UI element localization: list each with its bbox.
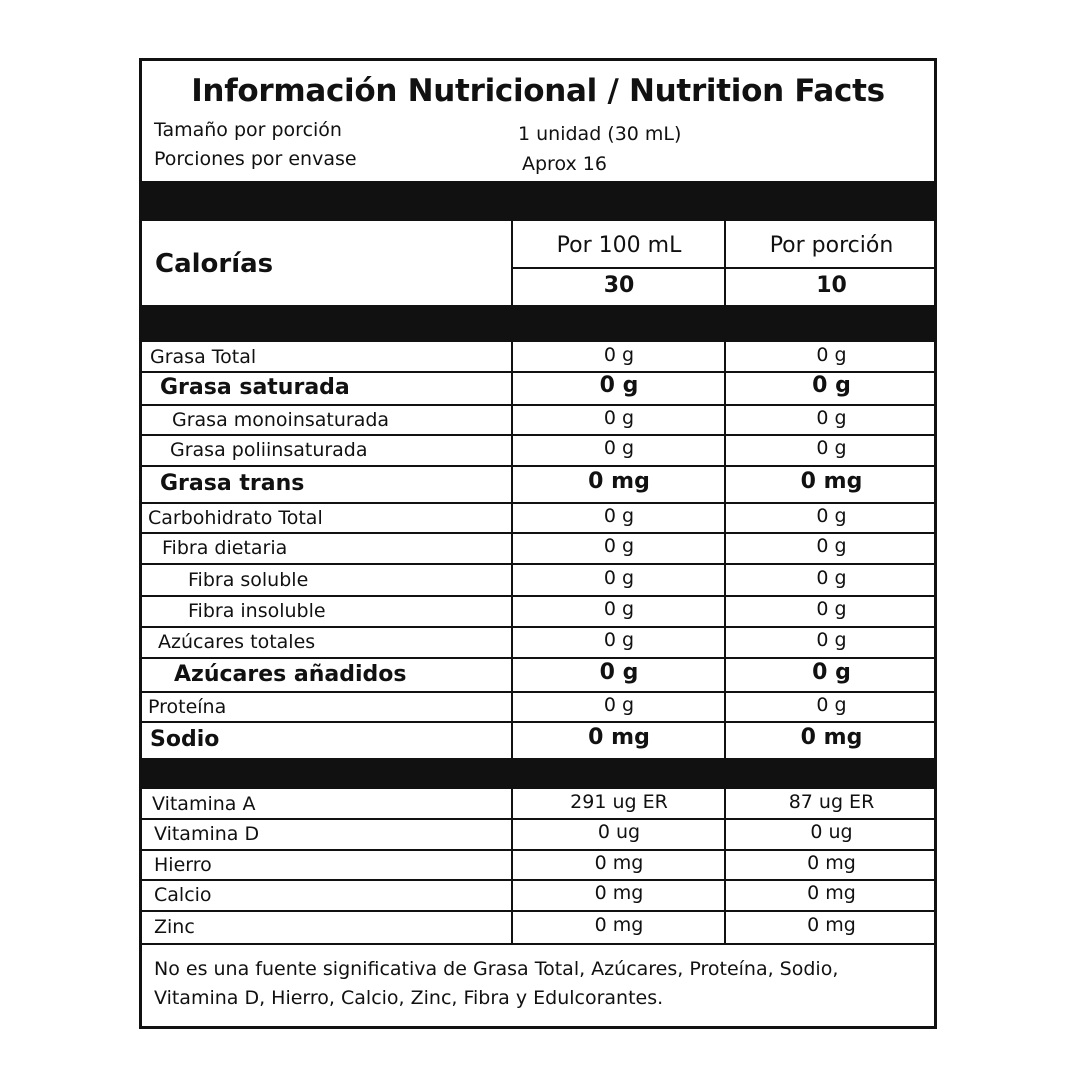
row-label: Grasa monoinsaturada — [172, 409, 390, 431]
row-value-per100: 0 mg — [588, 469, 650, 494]
row-divider — [142, 434, 934, 436]
calories-perserving: 10 — [816, 273, 847, 298]
row-value-perserving: 0 g — [816, 505, 847, 527]
row-value-per100: 0 g — [603, 567, 635, 589]
row-value-per100: 0 g — [603, 407, 635, 429]
row-label: Azúcares totales — [158, 631, 316, 653]
row-value-perserving: 0 g — [812, 373, 851, 398]
row-value-per100: 0 g — [603, 598, 635, 620]
footnote-divider — [142, 943, 934, 945]
servings-label: Porciones por envase — [154, 148, 357, 170]
footnote: No es una fuente significativa de Grasa Total, Azúcares, Proteína, Sodio, Vitamina D, Hierro, Calcio, Zinc, Fibra y Edulcorantes. — [154, 958, 839, 1009]
row-value-perserving: 0 mg — [800, 725, 863, 750]
row-value-per100: 0 ug — [597, 821, 641, 843]
row-divider — [142, 532, 934, 534]
servings-value: Aprox 16 — [522, 153, 607, 175]
row-divider — [142, 502, 934, 504]
row-label: Hierro — [154, 854, 212, 876]
row-value-perserving: 0 mg — [800, 469, 863, 494]
calories-divider — [512, 267, 934, 269]
calories-label: Calorías — [155, 249, 274, 279]
row-divider — [142, 879, 934, 881]
calories-per100: 30 — [603, 273, 635, 298]
row-divider — [142, 910, 934, 912]
row-value-per100: 0 g — [603, 694, 635, 716]
nutrition-facts-label — [139, 58, 937, 1029]
row-value-per100: 0 g — [603, 535, 635, 557]
row-label: Fibra insoluble — [188, 600, 326, 622]
row-value-perserving: 0 ug — [810, 821, 853, 843]
serving-size-value: 1 unidad (30 mL) — [518, 123, 682, 145]
row-divider — [142, 721, 934, 723]
row-value-per100: 0 mg — [594, 882, 644, 904]
row-value-perserving: 0 g — [816, 598, 847, 620]
row-label: Vitamina D — [154, 823, 260, 845]
row-divider — [142, 657, 934, 659]
row-label: Carbohidrato Total — [148, 507, 323, 529]
row-value-perserving: 0 g — [816, 694, 847, 716]
row-value-perserving: 0 g — [816, 437, 847, 459]
row-divider — [142, 691, 934, 693]
row-divider — [142, 563, 934, 565]
column-divider — [511, 342, 513, 758]
row-value-perserving: 0 g — [812, 660, 851, 685]
row-value-per100: 0 g — [603, 629, 635, 651]
row-value-per100: 0 mg — [594, 852, 644, 874]
row-divider — [142, 849, 934, 851]
serving-size-label: Tamaño por porción — [154, 119, 342, 141]
row-value-perserving: 0 g — [816, 567, 847, 589]
row-value-per100: 0 g — [603, 505, 635, 527]
row-value-perserving: 0 mg — [807, 882, 856, 904]
row-label: Calcio — [154, 884, 212, 906]
row-divider — [142, 465, 934, 467]
row-value-perserving: 0 g — [816, 629, 847, 651]
row-value-perserving: 0 mg — [807, 852, 856, 874]
column-divider — [724, 219, 726, 305]
row-label: Sodio — [150, 727, 220, 752]
separator-bar — [142, 758, 934, 789]
row-label: Grasa saturada — [160, 375, 350, 400]
row-divider — [142, 818, 934, 820]
row-value-per100: 291 ug ER — [570, 791, 668, 813]
row-divider — [142, 626, 934, 628]
row-label: Vitamina A — [152, 793, 256, 815]
column-divider — [511, 789, 513, 944]
row-value-per100: 0 mg — [594, 914, 644, 936]
row-label: Grasa trans — [160, 471, 305, 496]
row-label: Grasa Total — [150, 346, 257, 368]
row-value-per100: 0 g — [603, 344, 635, 366]
row-divider — [142, 404, 934, 406]
separator-bar — [142, 181, 934, 221]
row-label: Azúcares añadidos — [174, 662, 407, 687]
column-divider — [724, 789, 726, 944]
row-value-per100: 0 mg — [588, 725, 650, 750]
row-divider — [142, 595, 934, 597]
column-header-per100: Por 100 mL — [556, 233, 682, 258]
row-label: Fibra dietaria — [162, 537, 288, 559]
row-label: Grasa poliinsaturada — [170, 439, 368, 461]
row-value-perserving: 87 ug ER — [788, 791, 875, 813]
column-header-perserving: Por porción — [769, 233, 894, 258]
row-value-per100: 0 g — [599, 373, 639, 398]
row-value-per100: 0 g — [599, 660, 639, 685]
row-label: Fibra soluble — [188, 569, 309, 591]
row-value-perserving: 0 g — [816, 535, 847, 557]
row-label: Zinc — [154, 916, 195, 938]
column-divider — [511, 219, 513, 305]
label-title: Información Nutricional / Nutrition Facts — [191, 73, 885, 109]
row-value-perserving: 0 g — [816, 344, 847, 366]
row-value-per100: 0 g — [603, 437, 635, 459]
row-value-perserving: 0 g — [816, 407, 847, 429]
row-value-perserving: 0 mg — [807, 914, 856, 936]
row-label: Proteína — [148, 696, 227, 718]
separator-bar — [142, 305, 934, 342]
column-divider — [724, 342, 726, 758]
